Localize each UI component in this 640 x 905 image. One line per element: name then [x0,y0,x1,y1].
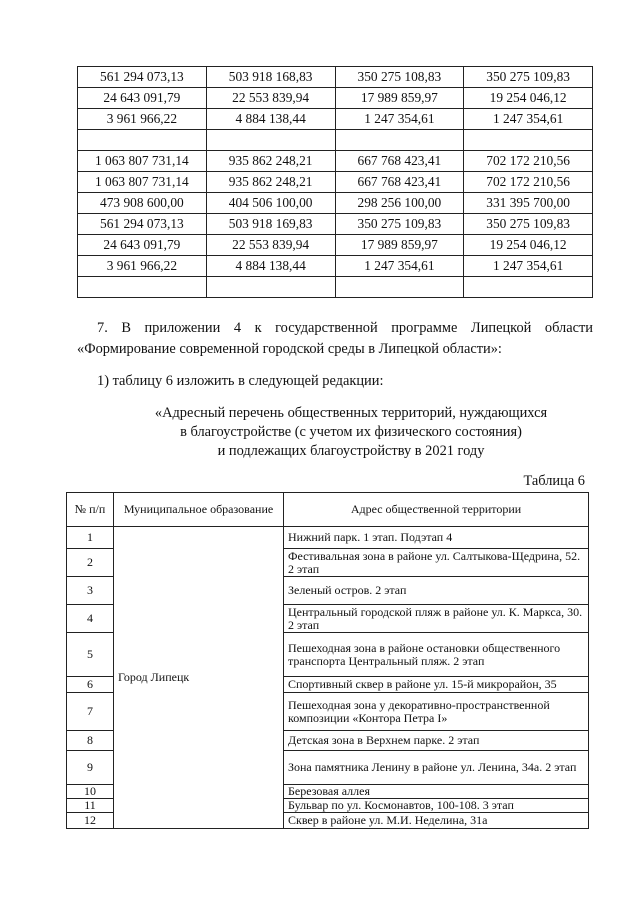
figure-cell: 24 643 091,79 [78,88,207,109]
figure-cell: 667 768 423,41 [335,172,464,193]
figure-cell: 19 254 046,12 [464,235,593,256]
row-number: 2 [67,549,114,577]
budget-figures-table [77,66,593,298]
figure-cell: 1 063 807 731,14 [78,151,207,172]
address-cell: Фестивальная зона в районе ул. Салтыкова-Щедрина, 52. 2 этап [284,549,589,577]
figures-row [78,214,593,235]
figure-cell: 4 884 138,44 [206,256,335,277]
figure-cell [78,130,207,151]
figures-row [78,130,593,151]
row-number: 7 [67,693,114,731]
figure-cell [335,277,464,298]
figure-cell [206,130,335,151]
figure-cell: 561 294 073,13 [78,214,207,235]
title-line-1: «Адресный перечень общественных территорий, нуждающихся [154,405,548,421]
address-cell: Бульвар по ул. Космонавтов, 100-108. 3 этап [284,799,589,813]
figure-cell: 350 275 109,83 [464,67,593,88]
title-line-2: в благоустройстве (с учетом их физического состояния) [180,424,522,440]
title-line-3: и подлежащих благоустройству в 2021 году [217,443,485,459]
figure-cell: 561 294 073,13 [78,67,207,88]
figures-row [78,277,593,298]
header-num: № п/п [67,493,114,527]
figure-cell: 935 862 248,21 [206,172,335,193]
figure-cell: 17 989 859,97 [335,235,464,256]
figures-row [78,151,593,172]
figure-cell: 702 172 210,56 [464,151,593,172]
paragraph-1: 1) таблицу 6 изложить в следующей редакции: [97,373,384,389]
figure-cell: 22 553 839,94 [206,88,335,109]
row-number: 12 [67,813,114,829]
figures-row [78,109,593,130]
address-table [66,492,589,829]
address-cell: Нижний парк. 1 этап. Подэтап 4 [284,527,589,549]
figure-cell: 22 553 839,94 [206,235,335,256]
figure-cell: 667 768 423,41 [335,151,464,172]
figures-row [78,193,593,214]
address-cell: Зона памятника Ленину в районе ул. Ленина, 34а. 2 этап [284,751,589,785]
figure-cell: 1 247 354,61 [335,256,464,277]
figure-cell: 19 254 046,12 [464,88,593,109]
figure-cell: 3 961 966,22 [78,109,207,130]
figure-cell [206,277,335,298]
row-number: 1 [67,527,114,549]
figures-row [78,235,593,256]
figures-row [78,67,593,88]
budget-figures-body [78,67,593,298]
figure-cell: 350 275 108,83 [335,67,464,88]
municipality-cell: Город Липецк [114,527,284,829]
figure-cell [464,277,593,298]
figure-cell: 331 395 700,00 [464,193,593,214]
figure-cell: 702 172 210,56 [464,172,593,193]
figure-cell: 1 247 354,61 [464,256,593,277]
figures-row [78,256,593,277]
figure-cell: 503 918 169,83 [206,214,335,235]
figure-cell: 1 247 354,61 [335,109,464,130]
address-cell: Пешеходная зона в районе остановки общественного транспорта Центральный пляж. 2 этап [284,633,589,677]
address-cell: Зеленый остров. 2 этап [284,577,589,605]
address-cell: Березовая аллея [284,785,589,799]
address-cell: Сквер в районе ул. М.И. Неделина, 31а [284,813,589,829]
figure-cell: 4 884 138,44 [206,109,335,130]
row-number: 3 [67,577,114,605]
figure-cell: 1 247 354,61 [464,109,593,130]
row-number: 4 [67,605,114,633]
figure-cell: 24 643 091,79 [78,235,207,256]
row-number: 10 [67,785,114,799]
figure-cell [335,130,464,151]
figure-cell: 350 275 109,83 [464,214,593,235]
figure-cell: 17 989 859,97 [335,88,464,109]
address-cell: Детская зона в Верхнем парке. 2 этап [284,731,589,751]
row-number: 8 [67,731,114,751]
figure-cell [464,130,593,151]
figure-cell: 473 908 600,00 [78,193,207,214]
row-number: 11 [67,799,114,813]
figures-row [78,172,593,193]
address-table-body [67,527,589,829]
table-caption: Таблица 6 [523,473,585,489]
address-cell: Центральный городской пляж в районе ул. К. Маркса, 30. 2 этап [284,605,589,633]
row-number: 5 [67,633,114,677]
address-cell: Пешеходная зона у декоративно-пространственной композиции «Контора Петра I» [284,693,589,731]
figure-cell: 3 961 966,22 [78,256,207,277]
header-municipality: Муниципальное образование [114,493,284,527]
row-number: 9 [67,751,114,785]
figure-cell: 350 275 109,83 [335,214,464,235]
header-address: Адрес общественной территории [284,493,589,527]
figures-row [78,88,593,109]
paragraph-7: 7. В приложении 4 к государственной программе Липецкой области «Формирование современной городской среды в Липецкой области»: [77,320,593,357]
figure-cell: 1 063 807 731,14 [78,172,207,193]
figure-cell: 503 918 168,83 [206,67,335,88]
table-row [67,527,589,549]
address-cell: Спортивный сквер в районе ул. 15-й микрорайон, 35 [284,677,589,693]
figure-cell [78,277,207,298]
figure-cell: 298 256 100,00 [335,193,464,214]
figure-cell: 404 506 100,00 [206,193,335,214]
figure-cell: 935 862 248,21 [206,151,335,172]
row-number: 6 [67,677,114,693]
